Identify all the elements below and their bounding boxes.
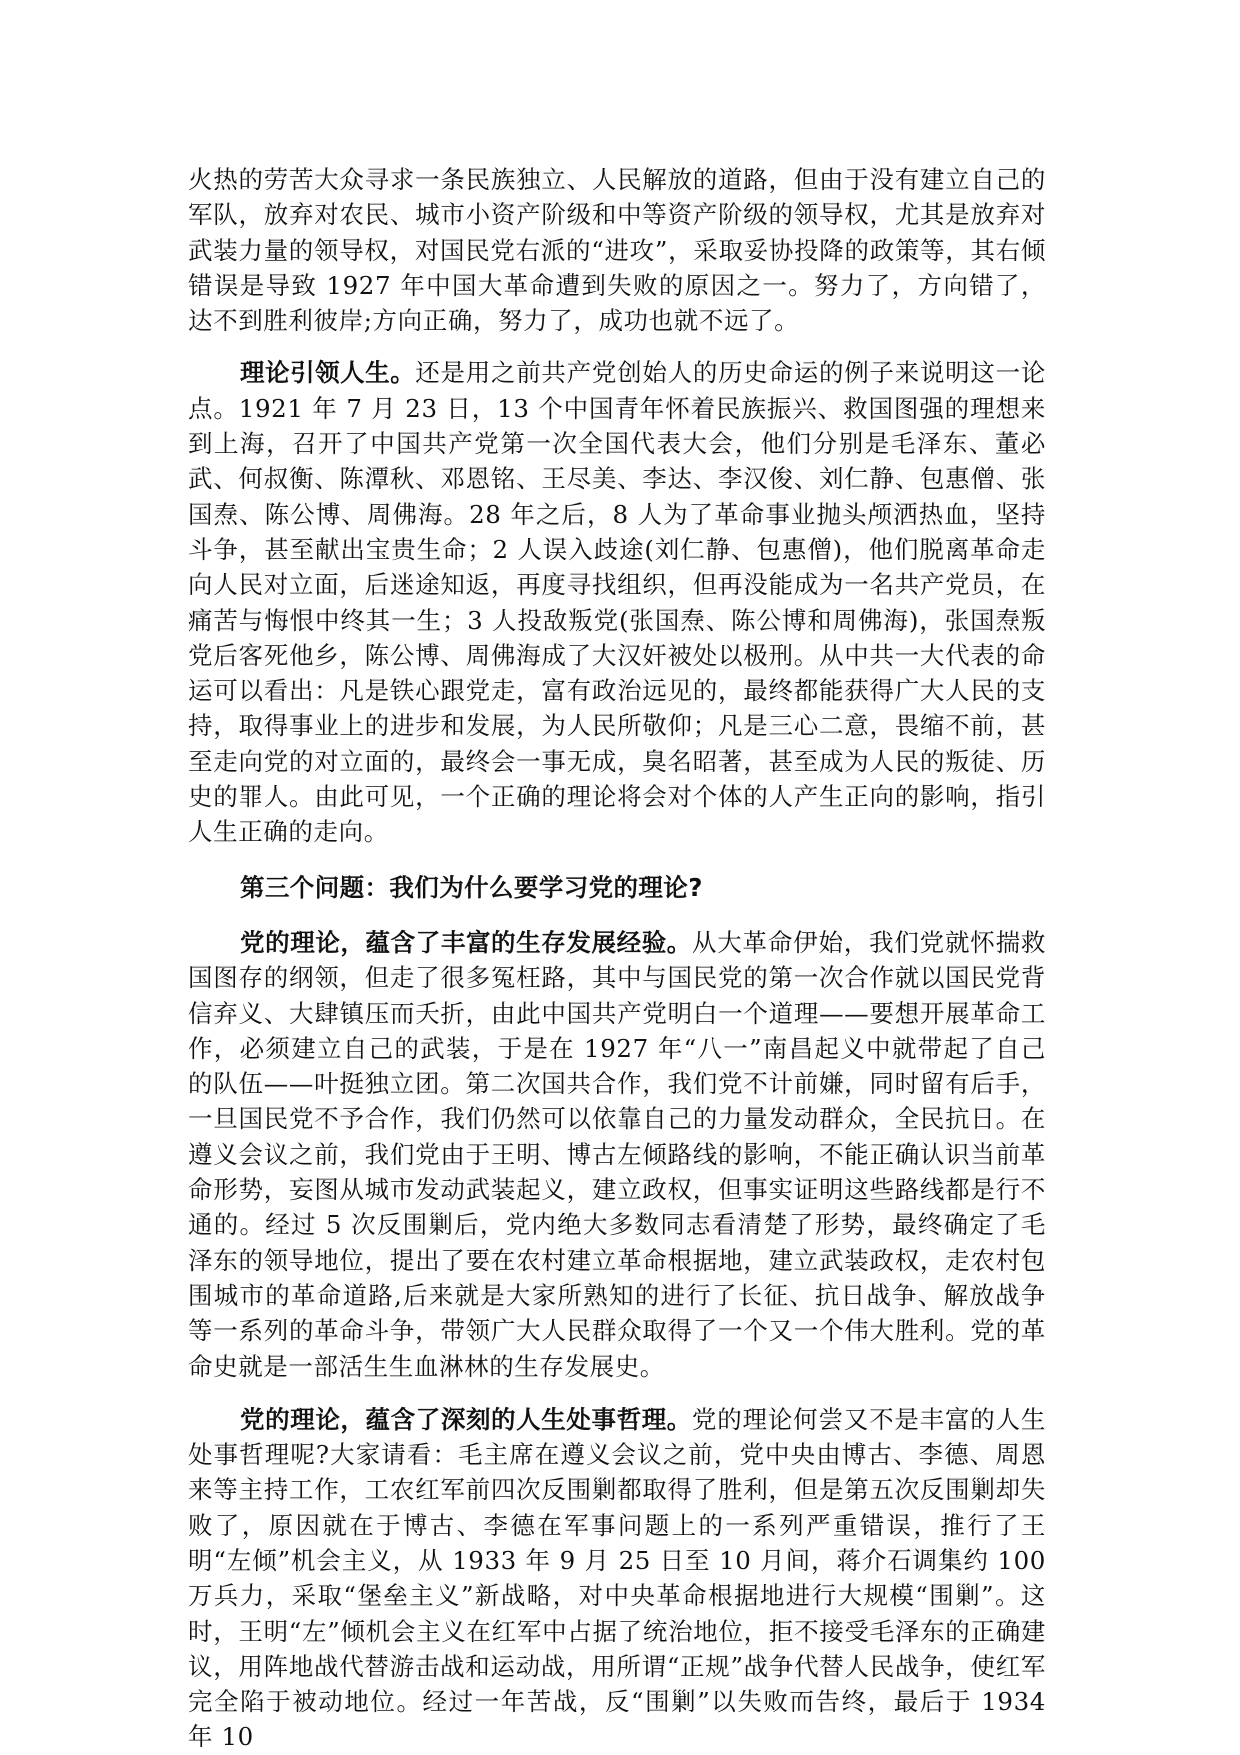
document-body <box>188 162 1046 1755</box>
paragraph-theory-guides-life <box>188 355 1046 849</box>
paragraph-continuation <box>188 162 1046 338</box>
paragraph-text: 还是用之前共产党创始人的历史命运的例子来说明这一论点。1921 年 7 月 23 日，13 个中国青年怀着民族振兴、救国图强的理想来到上海，召开了中国共产党第一次全国代表大会，他们分别是毛泽东、董必武、何叔衡、陈潭秋、邓恩铭、王尽美、李达、李汉俊、刘仁静、包惠僧、张国焘、陈公博、周佛海。28 年之后，8 人为了革命事业抛头颅洒热血，坚持斗争，甚至献出宝贵生命；2 人误入歧途(刘仁静、包惠僧)，他们脱离革命走向人民对立面，后迷途知返，再度寻找组织，但再没能成为一名共产党员，在痛苦与悔恨中终其一生；3 人投敌叛党(张国焘、陈公博和周佛海)，张国焘叛党后客死他乡，陈公博、周佛海成了大汉奸被处以极刑。从中共一大代表的命运可以看出：凡是铁心跟党走，富有政治远见的，最终都能获得广大人民的支持，取得事业上的进步和发展，为人民所敬仰；凡是三心二意，畏缩不前，甚至走向党的对立面的，最终会一事无成，臭名昭著，甚至成为人民的叛徒、历史的罪人。由此可见，一个正确的理论将会对个体的人产生正向的影响，指引人生正确的走向。 <box>188 358 1046 847</box>
section-heading <box>188 870 1046 905</box>
paragraph-text: 火热的劳苦大众寻求一条民族独立、人民解放的道路，但由于没有建立自己的军队，放弃对农民、城市小资产阶级和中等资产阶级的领导权，尤其是放弃对武装力量的领导权，对国民党右派的“进攻”，采取妥协投降的政策等，其右倾错误是导致 1927 年中国大革命遭到失败的原因之一。努力了，方向错了，达不到胜利彼岸;方向正确，努力了，成功也就不远了。 <box>188 165 1046 336</box>
section-heading-text: 第三个问题：我们为什么要学习党的理论? <box>240 872 703 902</box>
paragraph-life-philosophy <box>188 1402 1046 1755</box>
paragraph-text: 党的理论何尝又不是丰富的人生处事哲理呢?大家请看：毛主席在遵义会议之前，党中央由博古、李德、周恩来等主持工作，工农红军前四次反围剿都取得了胜利，但是第五次反围剿却失败了，原因就在于博古、李德在军事问题上的一系列严重错误，推行了王明“左倾”机会主义，从 1933 年 9 月 25 日至 10 月间，蒋介石调集约 100 万兵力，采取“堡垒主义”新战略，对中央革命根据地进行大规模“围剿”。这时，王明“左”倾机会主义在红军中占据了统治地位，拒不接受毛泽东的正确建议，用阵地战代替游击战和运动战，用所谓“正规”战争代替人民战争，使红军完全陷于被动地位。经过一年苦战，反“围剿”以失败而告终，最后于 1934 年 10 <box>188 1404 1047 1752</box>
paragraph-lead: 理论引领人生。 <box>240 358 416 388</box>
paragraph-survival-experience <box>188 925 1046 1384</box>
paragraph-lead: 党的理论，蕴含了丰富的生存发展经验。 <box>240 927 692 957</box>
paragraph-text: 从大革命伊始，我们党就怀揣救国图存的纲领，但走了很多冤枉路，其中与国民党的第一次合作就以国民党背信弃义、大肆镇压而夭折，由此中国共产党明白一个道理——要想开展革命工作，必须建立自己的武装，于是在 1927 年“八一”南昌起义中就带起了自己的队伍——叶挺独立团。第二次国共合作，我们党不计前嫌，同时留有后手，一旦国民党不予合作，我们仍然可以依靠自己的力量发动群众，全民抗日。在遵义会议之前，我们党由于王明、博古左倾路线的影响，不能正确认识当前革命形势，妄图从城市发动武装起义，建立政权，但事实证明这些路线都是行不通的。经过 5 次反围剿后，党内绝大多数同志看清楚了形势，最终确定了毛泽东的领导地位，提出了要在农村建立革命根据地，建立武装政权，走农村包围城市的革命道路,后来就是大家所熟知的进行了长征、抗日战争、解放战争等一系列的革命斗争，带领广大人民群众取得了一个又一个伟大胜利。党的革命史就是一部活生生血淋林的生存发展史。 <box>188 927 1047 1381</box>
paragraph-lead: 党的理论，蕴含了深刻的人生处事哲理。 <box>240 1404 692 1434</box>
